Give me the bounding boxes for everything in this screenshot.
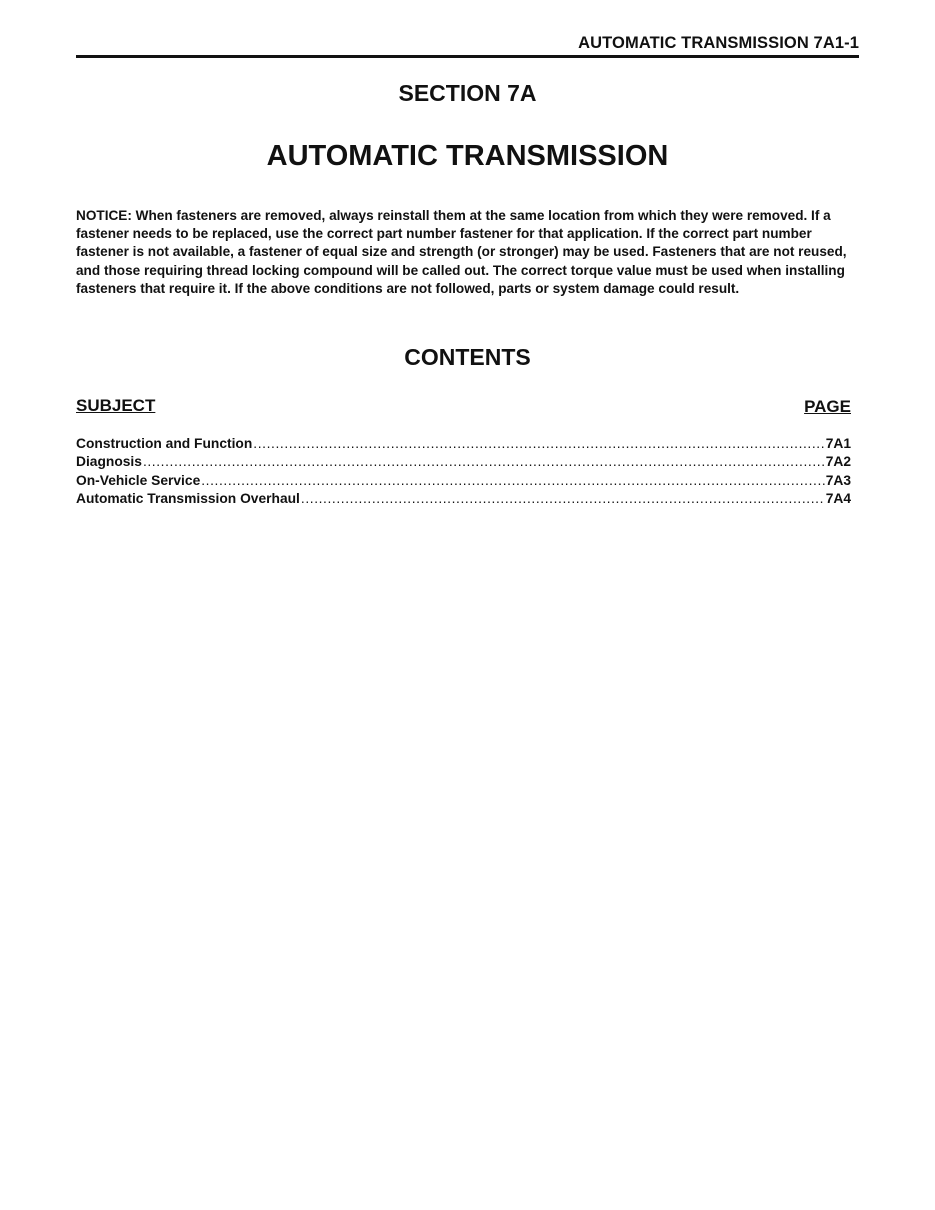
table-of-contents xyxy=(76,435,851,508)
toc-entry-subject: On-Vehicle Service xyxy=(76,472,201,488)
header-rule xyxy=(76,55,859,58)
toc-entry-on-vehicle-service[interactable] xyxy=(76,472,851,490)
column-header-subject: SUBJECT xyxy=(76,396,156,415)
toc-entry-page: 7A4 xyxy=(825,490,851,506)
toc-entry-subject: Construction and Function xyxy=(76,436,253,451)
section-label: SECTION 7A xyxy=(398,80,537,106)
toc-entry-subject: Automatic Transmission Overhaul xyxy=(76,490,300,506)
column-header-page: PAGE xyxy=(804,397,851,416)
toc-entry-page: 7A2 xyxy=(825,454,851,470)
contents-heading: CONTENTS xyxy=(404,344,531,370)
dot-leader xyxy=(143,453,825,471)
toc-entry-diagnosis[interactable] xyxy=(76,453,851,471)
dot-leader xyxy=(253,435,824,453)
toc-entry-page: 7A3 xyxy=(825,472,851,488)
dot-leader xyxy=(201,472,824,490)
notice-paragraph: NOTICE: When fasteners are removed, always reinstall them at the same location from which they were removed. If a fastener needs to be replaced, use the correct part number fastener for that application. If the correct part number fastener is not available, a fastener of equal size and strength (or stronger) may be used. Fasteners that are not reused, and those requiring thread locking compound will be called out. The correct torque value must be used when installing fasteners that require it. If the above conditions are not followed, parts or system damage could result. xyxy=(76,208,847,296)
dot-leader xyxy=(301,490,825,508)
running-header: AUTOMATIC TRANSMISSION 7A1-1 xyxy=(578,34,859,52)
toc-entry-construction-and-function[interactable] xyxy=(76,435,851,453)
toc-entry-automatic-transmission-overhaul[interactable] xyxy=(76,490,851,508)
page-title: AUTOMATIC TRANSMISSION xyxy=(266,140,669,172)
toc-entry-subject: Diagnosis xyxy=(76,454,142,470)
toc-entry-page: 7A1 xyxy=(825,436,851,451)
